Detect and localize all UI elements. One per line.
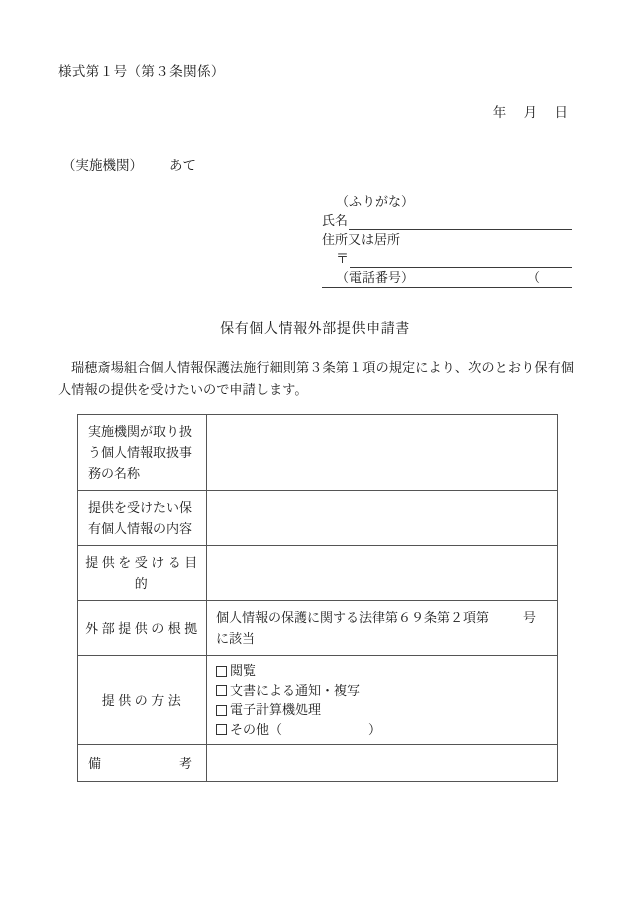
postal-symbol-icon: 〒: [336, 251, 350, 266]
option-other-paren-open: （: [269, 721, 283, 737]
label-handling-office: 実施機関が取り扱う個人情報取扱事務の名称: [88, 424, 193, 481]
label-provision-method: 提供の方法: [101, 692, 185, 708]
row-value-cell[interactable]: [207, 745, 558, 782]
label-remarks-left: 備: [88, 755, 102, 771]
table-row-handling-office: [78, 415, 558, 491]
name-label: 氏名: [322, 213, 349, 228]
value-purpose: [207, 557, 557, 589]
checkbox-icon[interactable]: [216, 724, 227, 735]
date-line: [493, 101, 568, 121]
row-value-cell[interactable]: [207, 656, 558, 745]
address-input-rule[interactable]: [350, 250, 572, 268]
label-remarks-right: 考: [178, 755, 192, 771]
applicant-block: [322, 192, 572, 288]
row-label-cell: [78, 415, 207, 491]
row-value-cell[interactable]: [207, 601, 558, 656]
option-electronic-processing[interactable]: [216, 700, 549, 720]
phone-label: （電話番号）: [336, 270, 415, 285]
option-viewing[interactable]: [216, 661, 549, 681]
addressee-line: [62, 154, 196, 174]
form-number: 様式第１号（第３条関係）: [58, 64, 225, 79]
postal-field-row: [322, 249, 572, 268]
table-row-provision-method: [78, 656, 558, 745]
row-value-cell[interactable]: [207, 415, 558, 491]
label-info-content: 提供を受けたい保有個人情報の内容: [88, 500, 193, 536]
date-year-label: 年: [492, 105, 507, 120]
checkbox-icon[interactable]: [216, 666, 227, 677]
label-legal-basis: 外部提供の根拠: [85, 620, 201, 636]
checkbox-icon[interactable]: [216, 685, 227, 696]
body-paragraph: 瑞穂斎場組合個人情報保護法施行細則第３条第１項の規定により、次のとおり保有個人情報の提供を受けたいので申請します。: [58, 360, 574, 397]
option-other-label: その他: [230, 721, 270, 737]
address-label: 住所又は居所: [322, 232, 401, 247]
row-value-cell[interactable]: [207, 546, 558, 601]
application-table: [77, 414, 558, 782]
phone-paren-open: （: [526, 270, 554, 285]
table-row-remarks: [78, 745, 558, 782]
row-label-cell: [78, 491, 207, 546]
legal-basis-suffix: 号に該当: [216, 610, 537, 646]
table-row-purpose: [78, 546, 558, 601]
option-document-notice-label: 文書による通知・複写: [230, 682, 361, 698]
value-handling-office: [207, 437, 557, 469]
addressee-organization: （実施機関）: [62, 158, 143, 173]
name-input-rule[interactable]: [349, 212, 572, 230]
value-remarks: [207, 747, 557, 779]
row-label-cell: [78, 656, 207, 745]
row-label-cell: [78, 601, 207, 656]
option-document-notice[interactable]: [216, 681, 549, 701]
label-remarks: [78, 747, 206, 780]
table-row-info-content: [78, 491, 558, 546]
page-title: 保有個人情報外部提供申請書: [220, 322, 410, 337]
value-info-content: [207, 502, 557, 534]
checkbox-icon[interactable]: [216, 705, 227, 716]
label-purpose: 提供を受ける目的: [85, 555, 201, 591]
value-legal-basis: [207, 601, 557, 655]
option-other[interactable]: [216, 720, 549, 740]
legal-basis-prefix: 個人情報の保護に関する法律第６９条第２項第: [216, 610, 490, 625]
provision-method-options: [207, 656, 557, 744]
row-value-cell[interactable]: [207, 491, 558, 546]
addressee-suffix: あて: [169, 158, 196, 173]
option-viewing-label: 閲覧: [230, 663, 257, 678]
option-electronic-processing-label: 電子計算機処理: [230, 702, 322, 717]
phone-field-row[interactable]: [322, 268, 572, 288]
row-label-cell: [78, 546, 207, 601]
name-field-row: [322, 211, 572, 230]
row-label-cell: [78, 745, 207, 782]
date-month-label: 月: [523, 105, 538, 120]
furigana-label: （ふりがな）: [336, 194, 415, 209]
table-row-legal-basis: [78, 601, 558, 656]
date-day-label: 日: [554, 105, 568, 120]
option-other-paren-close: ）: [368, 721, 382, 737]
